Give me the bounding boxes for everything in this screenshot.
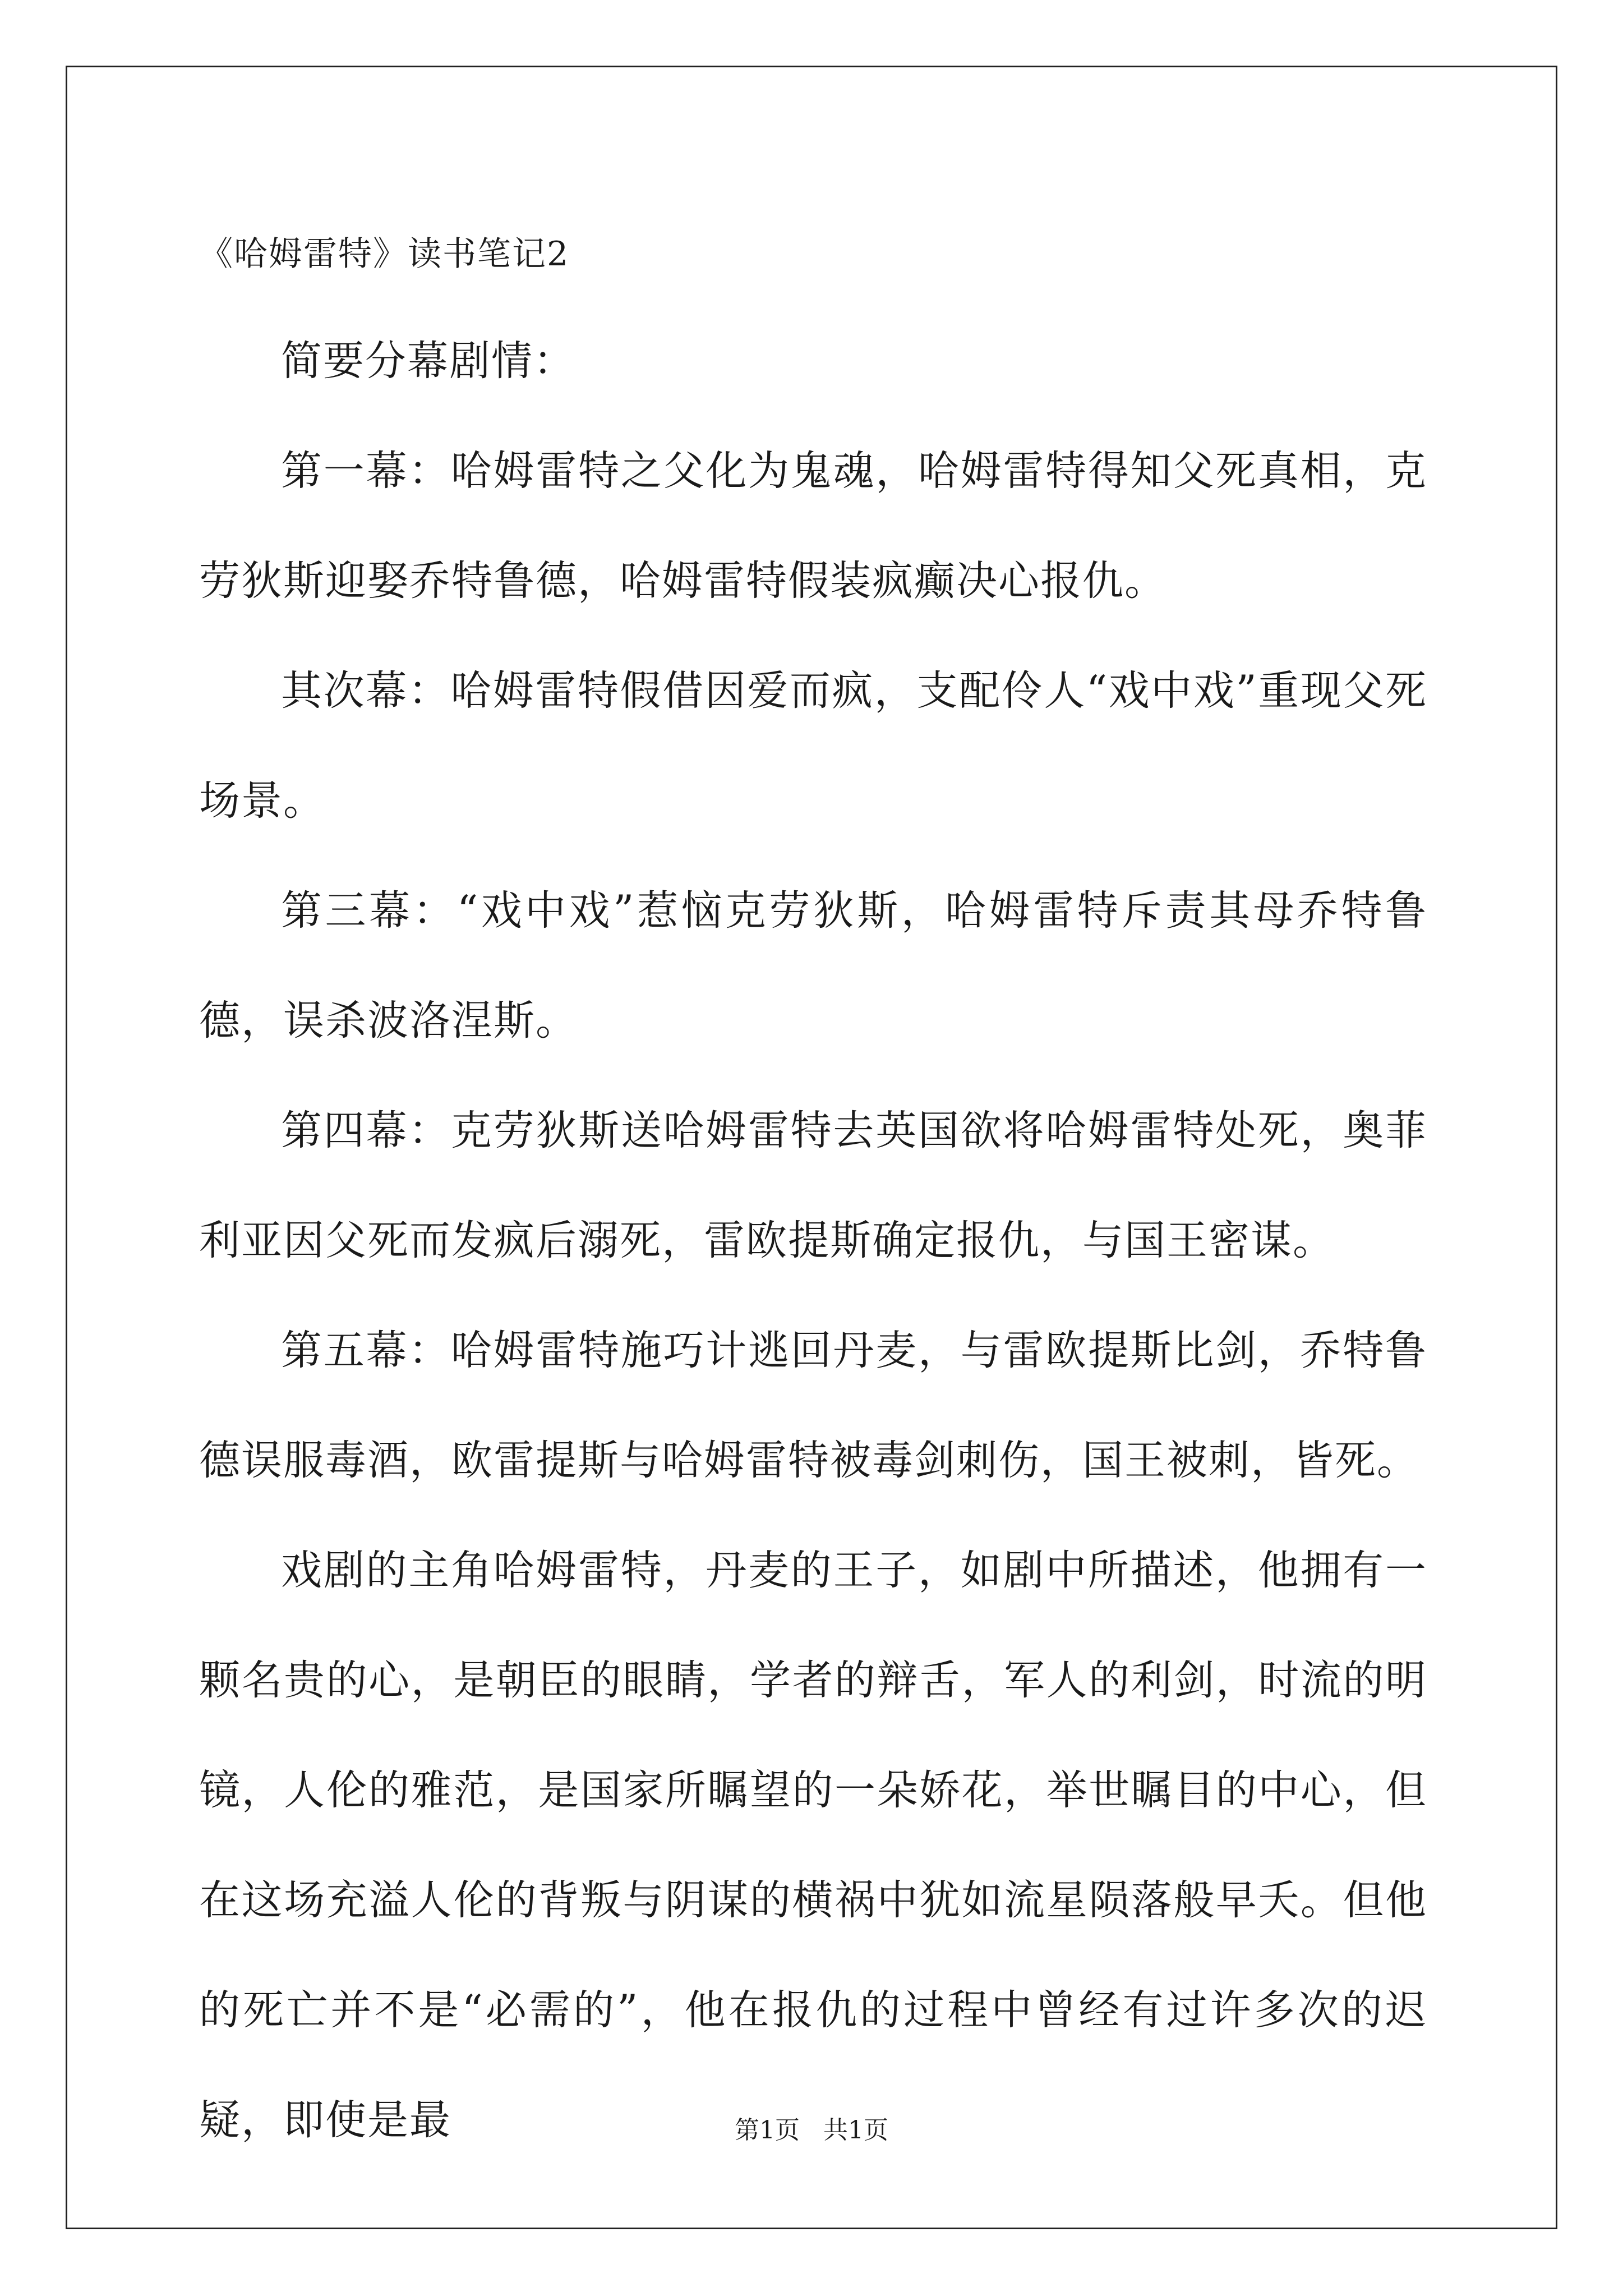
page-number-footer: 第1页 共1页 — [735, 2116, 888, 2145]
document-title: 《哈姆雷特》读书笔记2 — [199, 234, 570, 274]
paragraph-act-three: 第三幕：“戏中戏”惹恼克劳狄斯，哈姆雷特斥责其母乔特鲁德，误杀波洛涅斯。 — [199, 887, 1427, 1045]
document-body — [199, 202, 1427, 2175]
paragraph-act-one: 第一幕：哈姆雷特之父化为鬼魂，哈姆雷特得知父死真相，克劳狄斯迎娶乔特鲁德，哈姆雷特假装疯癫决心报仇。 — [199, 447, 1427, 605]
paragraph-act-two: 其次幕：哈姆雷特假借因爱而疯，支配伶人“戏中戏”重现父死场景。 — [199, 667, 1427, 825]
paragraph-act-four: 第四幕：克劳狄斯送哈姆雷特去英国欲将哈姆雷特处死，奥菲利亚因父死而发疯后溺死，雷欧提斯确定报仇，与国王密谋。 — [199, 1107, 1427, 1264]
paragraph-protagonist: 戏剧的主角哈姆雷特，丹麦的王子，如剧中所描述，他拥有一颗名贵的心，是朝臣的眼睛，学者的辩舌，军人的利剑，时流的明镜，人伦的雅范，是国家所瞩望的一朵娇花，举世瞩目的中心，但在这场充溢人伦的背叛与阴谋的横祸中犹如流星陨落般早夭。但他的死亡并不是“必需的”，他在报仇的过程中曾经有过许多次的迟疑，即使是最 — [199, 1547, 1427, 2144]
paragraph-act-five: 第五幕：哈姆雷特施巧计逃回丹麦，与雷欧提斯比剑，乔特鲁德误服毒酒，欧雷提斯与哈姆雷特被毒剑刺伤，国王被刺，皆死。 — [199, 1327, 1427, 1484]
paragraph-summary-heading: 简要分幕剧情： — [281, 337, 575, 385]
